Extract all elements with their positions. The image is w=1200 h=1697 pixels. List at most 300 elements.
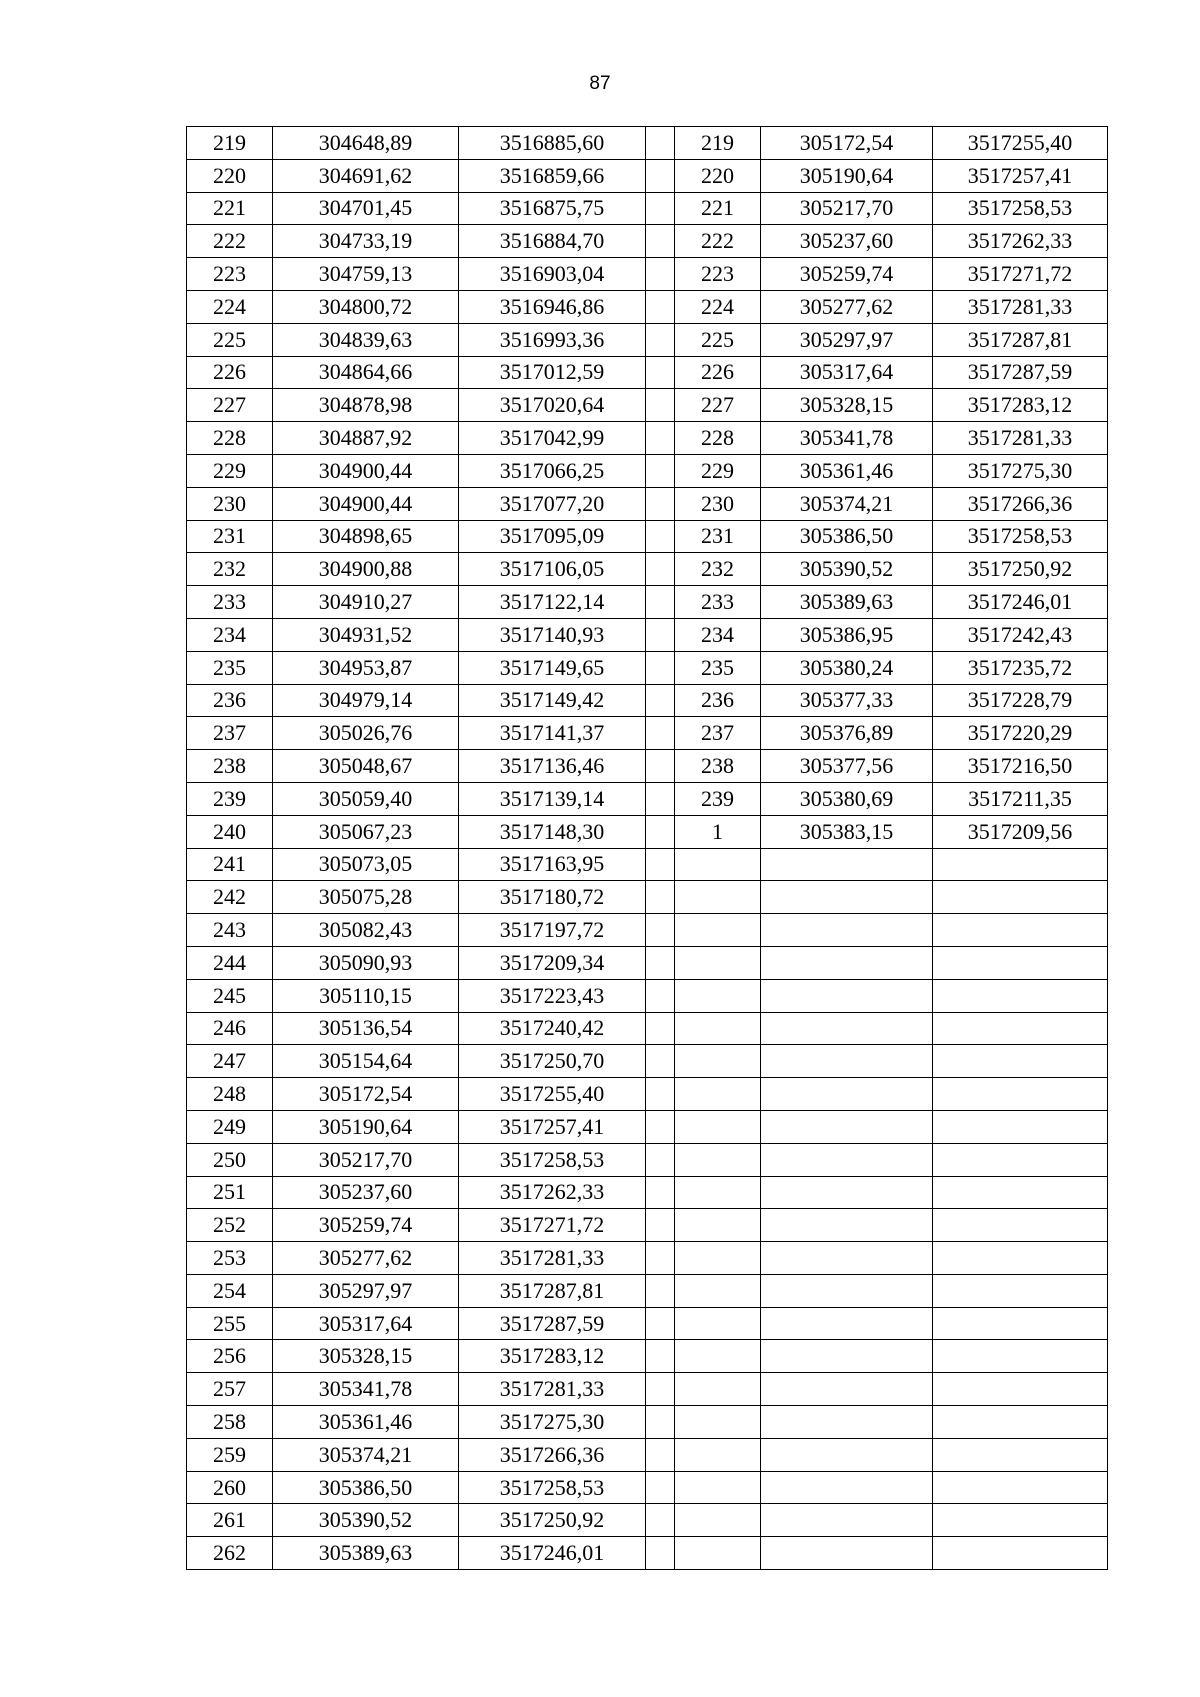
right-x-coordinate-cell [761, 1209, 933, 1242]
left-y-coordinate-cell: 3517163,95 [459, 848, 646, 881]
left-point-number-cell: 228 [187, 422, 273, 455]
right-y-coordinate-cell [933, 1438, 1108, 1471]
right-y-coordinate-cell: 3517283,12 [933, 389, 1108, 422]
spacer-cell [646, 389, 675, 422]
table-row [187, 946, 1108, 979]
right-x-coordinate-cell: 305172,54 [761, 127, 933, 160]
left-point-number-cell: 253 [187, 1242, 273, 1275]
right-x-coordinate-cell: 305383,15 [761, 815, 933, 848]
table-row [187, 258, 1108, 291]
right-x-coordinate-cell: 305259,74 [761, 258, 933, 291]
right-x-coordinate-cell: 305237,60 [761, 225, 933, 258]
table-row [187, 717, 1108, 750]
left-x-coordinate-cell: 305361,46 [273, 1406, 459, 1439]
right-y-coordinate-cell [933, 1143, 1108, 1176]
right-point-number-cell: 225 [675, 323, 761, 356]
left-x-coordinate-cell: 304900,44 [273, 454, 459, 487]
spacer-cell [646, 1307, 675, 1340]
right-y-coordinate-cell: 3517250,92 [933, 553, 1108, 586]
left-y-coordinate-cell: 3517077,20 [459, 487, 646, 520]
right-x-coordinate-cell: 305374,21 [761, 487, 933, 520]
left-y-coordinate-cell: 3517271,72 [459, 1209, 646, 1242]
right-point-number-cell: 222 [675, 225, 761, 258]
left-y-coordinate-cell: 3516885,60 [459, 127, 646, 160]
left-point-number-cell: 250 [187, 1143, 273, 1176]
left-point-number-cell: 260 [187, 1471, 273, 1504]
right-point-number-cell [675, 914, 761, 947]
right-point-number-cell [675, 1012, 761, 1045]
right-x-coordinate-cell [761, 1045, 933, 1078]
right-point-number-cell [675, 1438, 761, 1471]
right-y-coordinate-cell: 3517235,72 [933, 651, 1108, 684]
right-point-number-cell: 229 [675, 454, 761, 487]
left-point-number-cell: 256 [187, 1340, 273, 1373]
right-x-coordinate-cell [761, 1373, 933, 1406]
right-point-number-cell [675, 848, 761, 881]
left-x-coordinate-cell: 305073,05 [273, 848, 459, 881]
right-x-coordinate-cell [761, 1438, 933, 1471]
spacer-cell [646, 356, 675, 389]
right-x-coordinate-cell: 305277,62 [761, 290, 933, 323]
left-point-number-cell: 231 [187, 520, 273, 553]
left-y-coordinate-cell: 3517240,42 [459, 1012, 646, 1045]
left-y-coordinate-cell: 3517255,40 [459, 1078, 646, 1111]
left-y-coordinate-cell: 3517122,14 [459, 586, 646, 619]
left-y-coordinate-cell: 3517020,64 [459, 389, 646, 422]
left-y-coordinate-cell: 3516859,66 [459, 159, 646, 192]
left-y-coordinate-cell: 3517095,09 [459, 520, 646, 553]
right-y-coordinate-cell: 3517220,29 [933, 717, 1108, 750]
spacer-cell [646, 454, 675, 487]
table-row [187, 159, 1108, 192]
right-point-number-cell: 236 [675, 684, 761, 717]
right-y-coordinate-cell [933, 1537, 1108, 1570]
table-row [187, 1307, 1108, 1340]
left-x-coordinate-cell: 305172,54 [273, 1078, 459, 1111]
left-point-number-cell: 246 [187, 1012, 273, 1045]
right-point-number-cell [675, 1373, 761, 1406]
right-point-number-cell [675, 1176, 761, 1209]
spacer-cell [646, 1340, 675, 1373]
right-y-coordinate-cell [933, 1045, 1108, 1078]
right-x-coordinate-cell [761, 979, 933, 1012]
table-row [187, 684, 1108, 717]
right-point-number-cell: 239 [675, 782, 761, 815]
left-x-coordinate-cell: 305297,97 [273, 1274, 459, 1307]
right-point-number-cell: 224 [675, 290, 761, 323]
right-y-coordinate-cell [933, 1242, 1108, 1275]
left-point-number-cell: 239 [187, 782, 273, 815]
left-y-coordinate-cell: 3517149,65 [459, 651, 646, 684]
spacer-cell [646, 290, 675, 323]
spacer-cell [646, 914, 675, 947]
right-y-coordinate-cell: 3517216,50 [933, 750, 1108, 783]
left-x-coordinate-cell: 304648,89 [273, 127, 459, 160]
table-row [187, 1045, 1108, 1078]
right-point-number-cell [675, 1242, 761, 1275]
spacer-cell [646, 159, 675, 192]
left-x-coordinate-cell: 305374,21 [273, 1438, 459, 1471]
right-y-coordinate-cell: 3517271,72 [933, 258, 1108, 291]
spacer-cell [646, 618, 675, 651]
table-row [187, 1537, 1108, 1570]
right-x-coordinate-cell [761, 1110, 933, 1143]
right-x-coordinate-cell [761, 881, 933, 914]
table-row [187, 1340, 1108, 1373]
right-y-coordinate-cell [933, 1471, 1108, 1504]
left-y-coordinate-cell: 3517281,33 [459, 1242, 646, 1275]
left-point-number-cell: 257 [187, 1373, 273, 1406]
left-x-coordinate-cell: 304691,62 [273, 159, 459, 192]
left-y-coordinate-cell: 3516903,04 [459, 258, 646, 291]
spacer-cell [646, 1110, 675, 1143]
table-row [187, 1274, 1108, 1307]
right-point-number-cell [675, 1537, 761, 1570]
spacer-cell [646, 979, 675, 1012]
right-point-number-cell [675, 1274, 761, 1307]
left-point-number-cell: 262 [187, 1537, 273, 1570]
right-point-number-cell [675, 979, 761, 1012]
right-y-coordinate-cell: 3517281,33 [933, 422, 1108, 455]
table-row [187, 782, 1108, 815]
right-x-coordinate-cell [761, 848, 933, 881]
left-x-coordinate-cell: 305090,93 [273, 946, 459, 979]
left-y-coordinate-cell: 3517283,12 [459, 1340, 646, 1373]
left-y-coordinate-cell: 3517250,92 [459, 1504, 646, 1537]
right-x-coordinate-cell: 305389,63 [761, 586, 933, 619]
left-x-coordinate-cell: 305217,70 [273, 1143, 459, 1176]
left-point-number-cell: 225 [187, 323, 273, 356]
table-row [187, 1373, 1108, 1406]
table-row [187, 1504, 1108, 1537]
left-x-coordinate-cell: 305136,54 [273, 1012, 459, 1045]
left-point-number-cell: 247 [187, 1045, 273, 1078]
right-x-coordinate-cell: 305380,69 [761, 782, 933, 815]
right-x-coordinate-cell: 305361,46 [761, 454, 933, 487]
right-y-coordinate-cell [933, 1406, 1108, 1439]
left-x-coordinate-cell: 305059,40 [273, 782, 459, 815]
left-point-number-cell: 249 [187, 1110, 273, 1143]
right-y-coordinate-cell: 3517266,36 [933, 487, 1108, 520]
table-row [187, 881, 1108, 914]
left-point-number-cell: 227 [187, 389, 273, 422]
right-point-number-cell: 226 [675, 356, 761, 389]
right-point-number-cell: 233 [675, 586, 761, 619]
left-point-number-cell: 244 [187, 946, 273, 979]
left-point-number-cell: 259 [187, 1438, 273, 1471]
table-row [187, 290, 1108, 323]
left-x-coordinate-cell: 304900,88 [273, 553, 459, 586]
left-x-coordinate-cell: 304800,72 [273, 290, 459, 323]
left-y-coordinate-cell: 3517275,30 [459, 1406, 646, 1439]
right-y-coordinate-cell [933, 881, 1108, 914]
right-point-number-cell [675, 1078, 761, 1111]
right-y-coordinate-cell: 3517242,43 [933, 618, 1108, 651]
table-row [187, 422, 1108, 455]
right-point-number-cell [675, 1406, 761, 1439]
right-y-coordinate-cell [933, 1274, 1108, 1307]
left-x-coordinate-cell: 304931,52 [273, 618, 459, 651]
spacer-cell [646, 1537, 675, 1570]
left-x-coordinate-cell: 305082,43 [273, 914, 459, 947]
right-point-number-cell: 219 [675, 127, 761, 160]
right-y-coordinate-cell: 3517209,56 [933, 815, 1108, 848]
page-number: 87 [589, 73, 611, 94]
left-x-coordinate-cell: 304910,27 [273, 586, 459, 619]
left-y-coordinate-cell: 3517066,25 [459, 454, 646, 487]
spacer-cell [646, 127, 675, 160]
spacer-cell [646, 684, 675, 717]
right-point-number-cell: 238 [675, 750, 761, 783]
table-row [187, 1012, 1108, 1045]
left-x-coordinate-cell: 305328,15 [273, 1340, 459, 1373]
right-y-coordinate-cell: 3517258,53 [933, 192, 1108, 225]
right-x-coordinate-cell: 305390,52 [761, 553, 933, 586]
table-row [187, 651, 1108, 684]
right-x-coordinate-cell: 305386,95 [761, 618, 933, 651]
right-y-coordinate-cell: 3517255,40 [933, 127, 1108, 160]
right-point-number-cell [675, 881, 761, 914]
left-y-coordinate-cell: 3517106,05 [459, 553, 646, 586]
left-point-number-cell: 235 [187, 651, 273, 684]
right-x-coordinate-cell [761, 1471, 933, 1504]
right-y-coordinate-cell: 3517228,79 [933, 684, 1108, 717]
right-y-coordinate-cell: 3517246,01 [933, 586, 1108, 619]
right-x-coordinate-cell: 305328,15 [761, 389, 933, 422]
table-row [187, 520, 1108, 553]
left-x-coordinate-cell: 304898,65 [273, 520, 459, 553]
left-point-number-cell: 254 [187, 1274, 273, 1307]
spacer-cell [646, 946, 675, 979]
right-point-number-cell [675, 1143, 761, 1176]
left-x-coordinate-cell: 305317,64 [273, 1307, 459, 1340]
spacer-cell [646, 422, 675, 455]
left-point-number-cell: 224 [187, 290, 273, 323]
right-x-coordinate-cell: 305380,24 [761, 651, 933, 684]
left-y-coordinate-cell: 3517140,93 [459, 618, 646, 651]
left-point-number-cell: 255 [187, 1307, 273, 1340]
left-y-coordinate-cell: 3517257,41 [459, 1110, 646, 1143]
right-point-number-cell [675, 1340, 761, 1373]
spacer-cell [646, 750, 675, 783]
left-x-coordinate-cell: 305341,78 [273, 1373, 459, 1406]
table-row [187, 618, 1108, 651]
right-x-coordinate-cell [761, 1340, 933, 1373]
right-x-coordinate-cell [761, 1012, 933, 1045]
left-x-coordinate-cell: 305075,28 [273, 881, 459, 914]
left-y-coordinate-cell: 3517250,70 [459, 1045, 646, 1078]
right-y-coordinate-cell [933, 1012, 1108, 1045]
right-y-coordinate-cell [933, 1373, 1108, 1406]
left-y-coordinate-cell: 3516875,75 [459, 192, 646, 225]
left-y-coordinate-cell: 3517287,81 [459, 1274, 646, 1307]
left-x-coordinate-cell: 305110,15 [273, 979, 459, 1012]
right-point-number-cell: 230 [675, 487, 761, 520]
right-point-number-cell: 228 [675, 422, 761, 455]
left-y-coordinate-cell: 3516993,36 [459, 323, 646, 356]
table-row [187, 356, 1108, 389]
spacer-cell [646, 1504, 675, 1537]
right-point-number-cell: 221 [675, 192, 761, 225]
left-point-number-cell: 238 [187, 750, 273, 783]
left-point-number-cell: 252 [187, 1209, 273, 1242]
left-point-number-cell: 219 [187, 127, 273, 160]
left-y-coordinate-cell: 3517223,43 [459, 979, 646, 1012]
right-x-coordinate-cell: 305377,33 [761, 684, 933, 717]
right-x-coordinate-cell [761, 1504, 933, 1537]
right-point-number-cell [675, 1110, 761, 1143]
right-x-coordinate-cell [761, 1078, 933, 1111]
right-x-coordinate-cell [761, 1242, 933, 1275]
spacer-cell [646, 553, 675, 586]
left-y-coordinate-cell: 3517148,30 [459, 815, 646, 848]
right-y-coordinate-cell: 3517275,30 [933, 454, 1108, 487]
left-point-number-cell: 221 [187, 192, 273, 225]
right-y-coordinate-cell [933, 914, 1108, 947]
left-point-number-cell: 222 [187, 225, 273, 258]
left-point-number-cell: 232 [187, 553, 273, 586]
left-point-number-cell: 248 [187, 1078, 273, 1111]
left-point-number-cell: 223 [187, 258, 273, 291]
right-point-number-cell: 231 [675, 520, 761, 553]
left-y-coordinate-cell: 3517287,59 [459, 1307, 646, 1340]
left-point-number-cell: 261 [187, 1504, 273, 1537]
right-point-number-cell: 234 [675, 618, 761, 651]
right-x-coordinate-cell: 305190,64 [761, 159, 933, 192]
spacer-cell [646, 1045, 675, 1078]
table-row [187, 979, 1108, 1012]
left-y-coordinate-cell: 3517136,46 [459, 750, 646, 783]
spacer-cell [646, 487, 675, 520]
left-x-coordinate-cell: 305389,63 [273, 1537, 459, 1570]
left-x-coordinate-cell: 304887,92 [273, 422, 459, 455]
spacer-cell [646, 1471, 675, 1504]
right-x-coordinate-cell: 305341,78 [761, 422, 933, 455]
right-x-coordinate-cell [761, 946, 933, 979]
right-y-coordinate-cell [933, 1307, 1108, 1340]
spacer-cell [646, 192, 675, 225]
left-y-coordinate-cell: 3517266,36 [459, 1438, 646, 1471]
spacer-cell [646, 1176, 675, 1209]
left-y-coordinate-cell: 3517262,33 [459, 1176, 646, 1209]
left-point-number-cell: 240 [187, 815, 273, 848]
right-y-coordinate-cell: 3517211,35 [933, 782, 1108, 815]
spacer-cell [646, 323, 675, 356]
left-y-coordinate-cell: 3517139,14 [459, 782, 646, 815]
left-x-coordinate-cell: 304864,66 [273, 356, 459, 389]
right-y-coordinate-cell [933, 1110, 1108, 1143]
table-row [187, 487, 1108, 520]
spacer-cell [646, 225, 675, 258]
table-row [187, 225, 1108, 258]
right-y-coordinate-cell: 3517287,59 [933, 356, 1108, 389]
left-point-number-cell: 237 [187, 717, 273, 750]
left-x-coordinate-cell: 304839,63 [273, 323, 459, 356]
spacer-cell [646, 782, 675, 815]
spacer-cell [646, 1438, 675, 1471]
right-point-number-cell: 223 [675, 258, 761, 291]
left-point-number-cell: 245 [187, 979, 273, 1012]
right-y-coordinate-cell [933, 1340, 1108, 1373]
right-point-number-cell: 237 [675, 717, 761, 750]
table-row [187, 1143, 1108, 1176]
left-x-coordinate-cell: 305067,23 [273, 815, 459, 848]
right-y-coordinate-cell [933, 946, 1108, 979]
right-point-number-cell [675, 946, 761, 979]
spacer-cell [646, 717, 675, 750]
left-x-coordinate-cell: 305026,76 [273, 717, 459, 750]
left-x-coordinate-cell: 305237,60 [273, 1176, 459, 1209]
right-point-number-cell [675, 1471, 761, 1504]
table-row [187, 586, 1108, 619]
right-x-coordinate-cell [761, 1274, 933, 1307]
table-row [187, 323, 1108, 356]
left-x-coordinate-cell: 304900,44 [273, 487, 459, 520]
left-x-coordinate-cell: 304979,14 [273, 684, 459, 717]
right-point-number-cell: 227 [675, 389, 761, 422]
left-point-number-cell: 241 [187, 848, 273, 881]
left-y-coordinate-cell: 3517209,34 [459, 946, 646, 979]
left-point-number-cell: 226 [187, 356, 273, 389]
right-y-coordinate-cell: 3517262,33 [933, 225, 1108, 258]
right-x-coordinate-cell: 305377,56 [761, 750, 933, 783]
table-row [187, 192, 1108, 225]
table-row [187, 553, 1108, 586]
right-y-coordinate-cell: 3517258,53 [933, 520, 1108, 553]
right-y-coordinate-cell [933, 979, 1108, 1012]
left-point-number-cell: 251 [187, 1176, 273, 1209]
spacer-cell [646, 520, 675, 553]
table-row [187, 815, 1108, 848]
spacer-cell [646, 1242, 675, 1275]
spacer-cell [646, 881, 675, 914]
right-x-coordinate-cell: 305217,70 [761, 192, 933, 225]
left-x-coordinate-cell: 304759,13 [273, 258, 459, 291]
coordinates-table [186, 126, 1108, 1570]
left-x-coordinate-cell: 305259,74 [273, 1209, 459, 1242]
table-row [187, 1438, 1108, 1471]
left-point-number-cell: 242 [187, 881, 273, 914]
left-x-coordinate-cell: 305386,50 [273, 1471, 459, 1504]
right-x-coordinate-cell [761, 1176, 933, 1209]
left-y-coordinate-cell: 3517012,59 [459, 356, 646, 389]
right-point-number-cell: 232 [675, 553, 761, 586]
table-row [187, 454, 1108, 487]
left-y-coordinate-cell: 3517042,99 [459, 422, 646, 455]
spacer-cell [646, 848, 675, 881]
right-x-coordinate-cell [761, 1537, 933, 1570]
right-x-coordinate-cell [761, 1143, 933, 1176]
right-y-coordinate-cell: 3517287,81 [933, 323, 1108, 356]
table-row [187, 1242, 1108, 1275]
left-point-number-cell: 229 [187, 454, 273, 487]
table-row [187, 1176, 1108, 1209]
left-point-number-cell: 236 [187, 684, 273, 717]
left-point-number-cell: 220 [187, 159, 273, 192]
table-row [187, 1406, 1108, 1439]
left-y-coordinate-cell: 3517281,33 [459, 1373, 646, 1406]
left-y-coordinate-cell: 3516884,70 [459, 225, 646, 258]
spacer-cell [646, 1012, 675, 1045]
right-x-coordinate-cell [761, 1307, 933, 1340]
spacer-cell [646, 1078, 675, 1111]
table-row [187, 1209, 1108, 1242]
spacer-cell [646, 815, 675, 848]
left-x-coordinate-cell: 304733,19 [273, 225, 459, 258]
right-y-coordinate-cell [933, 1078, 1108, 1111]
right-x-coordinate-cell: 305297,97 [761, 323, 933, 356]
right-x-coordinate-cell: 305317,64 [761, 356, 933, 389]
